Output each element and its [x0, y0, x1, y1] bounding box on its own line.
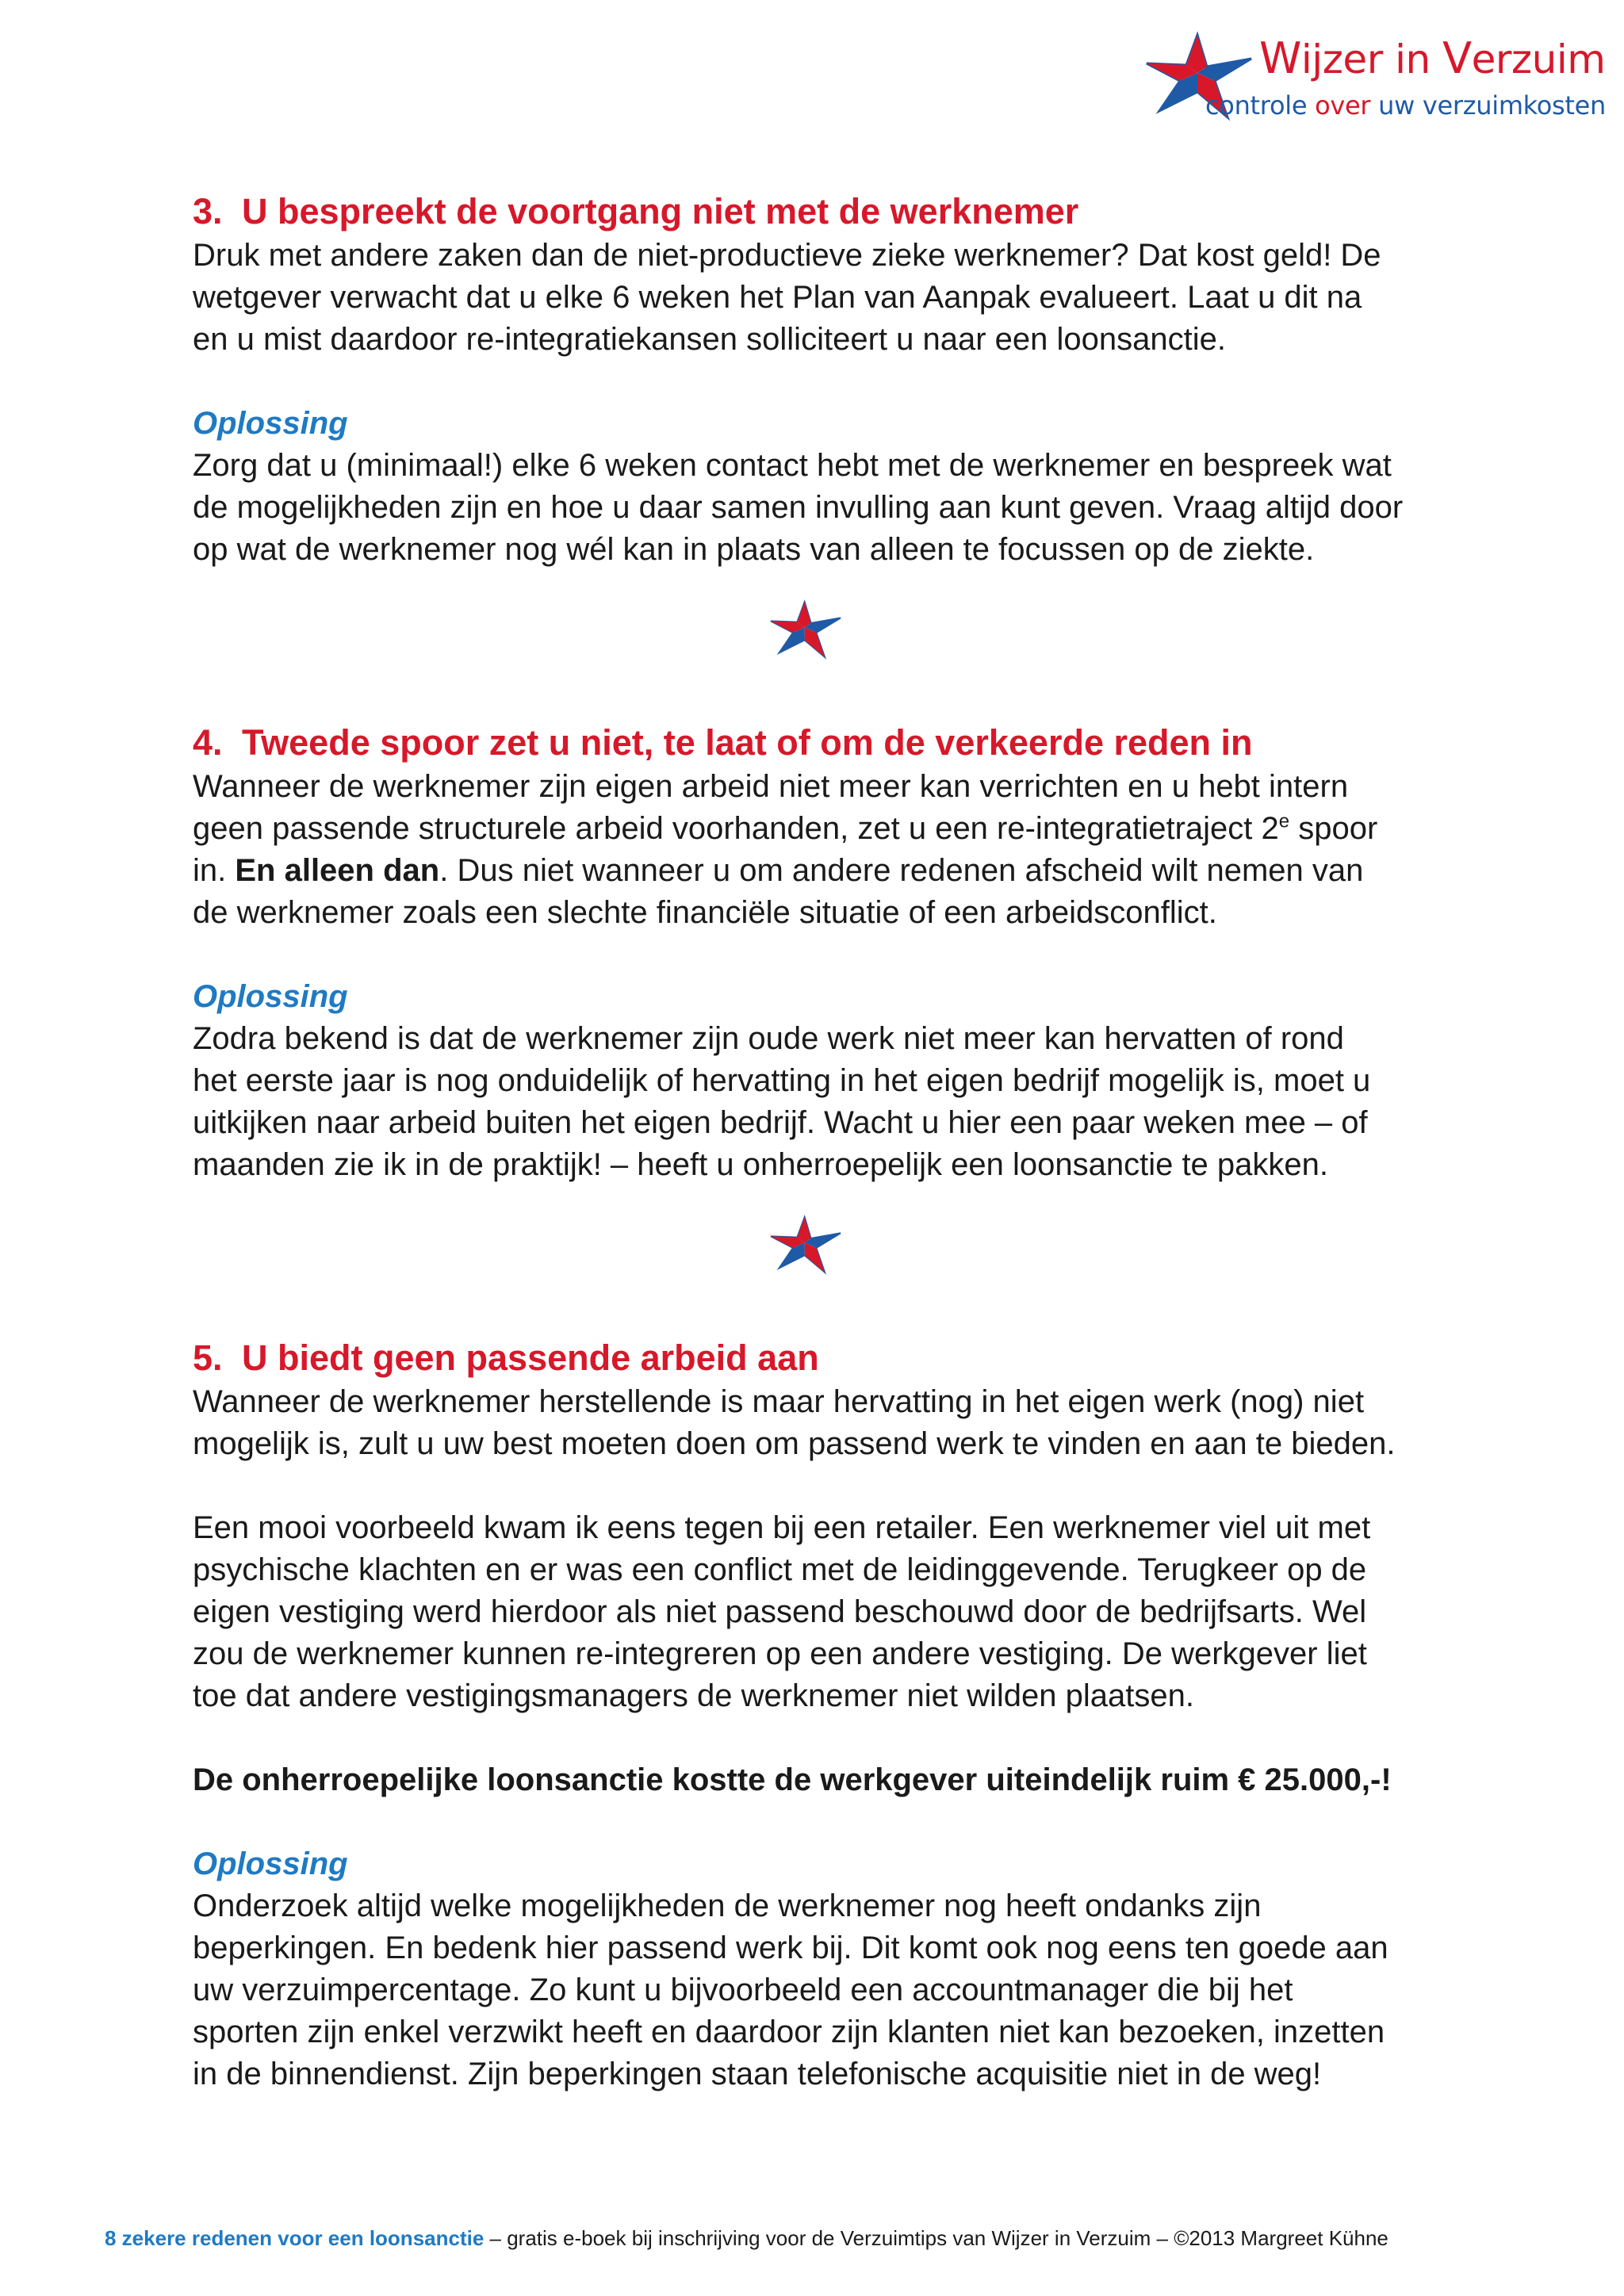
section-divider [193, 571, 1493, 720]
section-4-solution-label: Oplossing [193, 979, 348, 1014]
section-3-body: Druk met andere zaken dan de niet-productieve zieke werknemer? Dat kost geld! De wetgever verwacht dat u elke 6 weken het Plan van Aanpak evalueert. Laat u dit na en u mist daardoor re-integratiekansen solliciteert u naar een loonsanctie. [193, 238, 1381, 357]
section-5-solution-label: Oplossing [193, 1846, 348, 1881]
section-5-heading: 5. U biedt geen passende arbeid aan [193, 1337, 819, 1378]
footer-title: 8 zekere redenen voor een loonsanctie [105, 2226, 485, 2250]
logo-title: Wijzer in Verzuim [1259, 33, 1606, 83]
page-footer [105, 2226, 1388, 2251]
section-5-bold-statement: De onherroepelijke loonsanctie kostte de werkgever uiteindelijk ruim € 25.000,-! [193, 1762, 1392, 1797]
section-5-example: Een mooi voorbeeld kwam ik eens tegen bij een retailer. Een werknemer viel uit met psychische klachten en er was een conflict met de leidinggevende. Terugkeer op de eigen vestiging werd hierdoor als niet passend beschouwd door de bedrijfsarts. Wel zou de werknemer kunnen re-integreren op een andere vestiging. De werkgever liet toe dat andere vestigingsmanagers de werknemer niet wilden plaatsen. [193, 1510, 1371, 1713]
brand-logo [1142, 29, 1607, 132]
section-5-solution: Onderzoek altijd welke mogelijkheden de werknemer nog heeft ondanks zijn beperkingen. En bedenk hier passend werk bij. Dit komt ook nog eens ten goede aan uw verzuimpercentage. Zo kunt u bijvoorbeeld een accountmanager die bij het sporten zijn enkel verzwikt heeft en daardoor zijn klanten niet kan bezoeken, inzetten in de binnendienst. Zijn beperkingen staan telefonische acquisitie niet in de weg! [193, 1888, 1388, 2091]
section-4-solution: Zodra bekend is dat de werknemer zijn oude werk niet meer kan hervatten of rond het eerste jaar is nog onduidelijk of hervatting in het eigen bedrijf mogelijk is, moet u uitkijken naar arbeid buiten het eigen bedrijf. Wacht u hier een paar weken mee – of maanden zie ik in de praktijk! – heeft u onherroepelijk een loonsanctie te pakken. [193, 1021, 1371, 1182]
section-5-body: Wanneer de werknemer herstellende is maar hervatting in het eigen werk (nog) niet mogelijk is, zult u uw best moeten doen om passend werk te vinden en aan te bieden. [193, 1384, 1396, 1461]
footer-text: – gratis e-boek bij inschrijving voor de Verzuimtips van Wijzer in Verzuim – ©2013 Margreet Kühne [484, 2226, 1388, 2250]
section-3-heading: 3. U bespreekt de voortgang niet met de werknemer [193, 191, 1079, 232]
star-divider-icon [768, 1211, 847, 1278]
section-4-body: Wanneer de werknemer zijn eigen arbeid niet meer kan verrichten en u hebt intern geen passende structurele arbeid voorhanden, zet u een re-integratietraject 2e spoor in. En alleen dan. Dus niet wanneer u om andere redenen afscheid wilt nemen van de werknemer zoals een slechte financiële situatie of een arbeidsconflict. [193, 769, 1378, 930]
section-4-heading: 4. Tweede spoor zet u niet, te laat of om de verkeerde reden in [193, 722, 1253, 763]
section-3-solution: Zorg dat u (minimaal!) elke 6 weken contact hebt met de werknemer en bespreek wat de mogelijkheden zijn en hoe u daar samen invulling aan kunt geven. Vraag altijd door op wat de werknemer nog wél kan in plaats van alleen te focussen op de ziekte. [193, 448, 1404, 567]
section-divider [193, 1186, 1493, 1335]
section-3-solution-label: Oplossing [193, 406, 348, 441]
document-body [193, 189, 1493, 2095]
logo-tagline: controle over uw verzuimkosten [1205, 90, 1607, 121]
star-divider-icon [768, 596, 847, 663]
